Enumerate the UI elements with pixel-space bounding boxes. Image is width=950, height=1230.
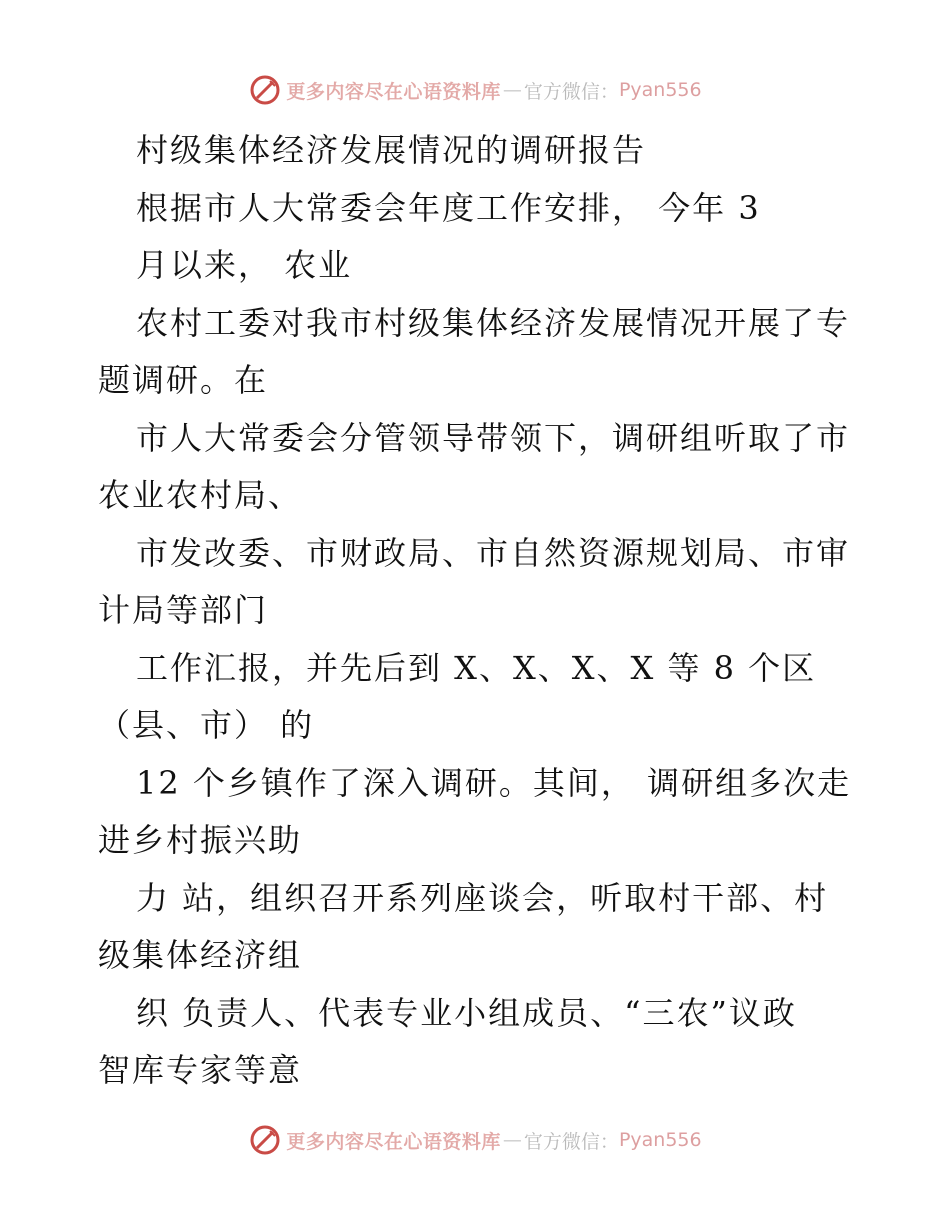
watermark-brand: 更多内容尽在心语资料库 (286, 80, 501, 103)
document-title: 村级集体经济发展情况的调研报告 (136, 131, 647, 169)
footer-watermark (0, 1120, 950, 1160)
text-line: 题调研。在 (98, 361, 269, 399)
watermark-separator: — (502, 79, 522, 101)
text-line: 市人大常委会分管领导带领下，调研组听取了市 (136, 418, 851, 457)
text-line: （县、市） 的 (98, 706, 315, 744)
text-line: 根据市人大常委会年度工作安排， 今年 3 (136, 188, 761, 227)
text-line: 市发改委、市财政局、市自然资源规划局、市审 (136, 533, 851, 572)
watermark-wechat-id: Pyan556 (618, 79, 702, 101)
text-line: 农村工委对我市村级集体经济发展情况开展了专 (136, 303, 851, 342)
watermark-separator: — (502, 1129, 522, 1151)
pen-logo-icon (248, 73, 282, 107)
text-line: 计局等部门 (98, 591, 269, 629)
watermark-wechat-label: 官方微信： (523, 1130, 619, 1153)
document-body (98, 122, 868, 1100)
header-watermark (0, 70, 950, 110)
text-line: 进乡村振兴助 (98, 821, 303, 859)
text-line: 织 负责人、代表专业小组成员、“三农”议政 (136, 993, 797, 1032)
text-line: 级集体经济组 (98, 936, 303, 974)
text-line: 农业农村局、 (98, 476, 303, 514)
watermark-wechat-id: Pyan556 (618, 1129, 702, 1151)
text-line: 工作汇报，并先后到 X、X、X、X 等 8 个区 (136, 648, 817, 687)
pen-logo-icon (248, 1123, 282, 1157)
watermark-wechat-label: 官方微信： (523, 80, 619, 103)
text-line: 12 个乡镇作了深入调研。其间， 调研组多次走 (136, 763, 852, 802)
text-line: 智库专家等意 (98, 1051, 303, 1089)
text-line: 力 站，组织召开系列座谈会，听取村干部、村 (136, 878, 829, 917)
watermark-brand: 更多内容尽在心语资料库 (286, 1130, 501, 1153)
text-line: 月以来， 农业 (136, 246, 353, 284)
